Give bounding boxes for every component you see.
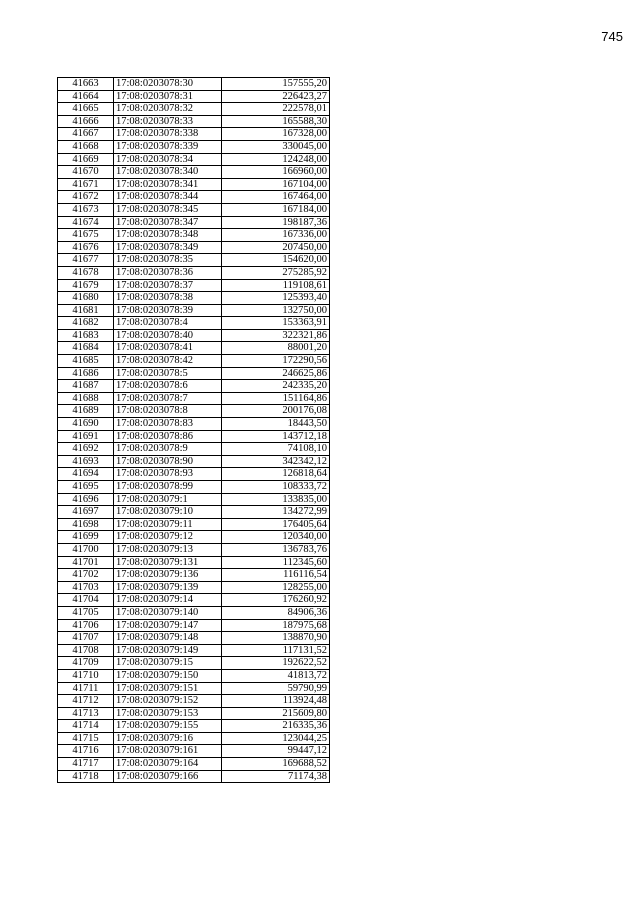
row-number-cell: 41672 [58, 191, 114, 204]
table-row [58, 380, 330, 393]
row-number-cell: 41709 [58, 657, 114, 670]
row-number-cell: 41698 [58, 518, 114, 531]
table-row [58, 405, 330, 418]
value-cell: 330045,00 [222, 140, 330, 153]
table-row [58, 191, 330, 204]
row-number-cell: 41704 [58, 594, 114, 607]
cadastral-number-cell: 17:08:0203079:151 [114, 682, 222, 695]
cadastral-number-cell: 17:08:0203079:150 [114, 669, 222, 682]
table-row [58, 644, 330, 657]
row-number-cell: 41683 [58, 329, 114, 342]
table-row [58, 531, 330, 544]
table-row [58, 392, 330, 405]
cadastral-number-cell: 17:08:0203078:4 [114, 317, 222, 330]
row-number-cell: 41673 [58, 203, 114, 216]
cadastral-number-cell: 17:08:0203079:139 [114, 581, 222, 594]
value-cell: 154620,00 [222, 254, 330, 267]
cadastral-number-cell: 17:08:0203078:93 [114, 468, 222, 481]
cadastral-number-cell: 17:08:0203079:140 [114, 606, 222, 619]
value-cell: 222578,01 [222, 103, 330, 116]
value-cell: 176405,64 [222, 518, 330, 531]
table-row [58, 266, 330, 279]
row-number-cell: 41702 [58, 569, 114, 582]
table-row [58, 78, 330, 91]
table-row [58, 304, 330, 317]
value-cell: 151164,86 [222, 392, 330, 405]
row-number-cell: 41681 [58, 304, 114, 317]
row-number-cell: 41691 [58, 430, 114, 443]
row-number-cell: 41708 [58, 644, 114, 657]
row-number-cell: 41714 [58, 720, 114, 733]
cadastral-number-cell: 17:08:0203078:5 [114, 367, 222, 380]
cadastral-number-cell: 17:08:0203078:347 [114, 216, 222, 229]
row-number-cell: 41693 [58, 455, 114, 468]
value-cell: 342342,12 [222, 455, 330, 468]
table-row [58, 317, 330, 330]
table-row [58, 128, 330, 141]
table-row [58, 606, 330, 619]
cadastral-number-cell: 17:08:0203078:7 [114, 392, 222, 405]
row-number-cell: 41694 [58, 468, 114, 481]
table-row [58, 745, 330, 758]
cadastral-number-cell: 17:08:0203078:99 [114, 481, 222, 494]
row-number-cell: 41671 [58, 178, 114, 191]
row-number-cell: 41680 [58, 292, 114, 305]
value-cell: 117131,52 [222, 644, 330, 657]
cadastral-number-cell: 17:08:0203078:34 [114, 153, 222, 166]
value-cell: 207450,00 [222, 241, 330, 254]
table-row [58, 770, 330, 783]
table-row [58, 241, 330, 254]
cadastral-number-cell: 17:08:0203078:38 [114, 292, 222, 305]
value-cell: 165588,30 [222, 115, 330, 128]
cadastral-number-cell: 17:08:0203079:12 [114, 531, 222, 544]
cadastral-number-cell: 17:08:0203078:35 [114, 254, 222, 267]
table-row [58, 720, 330, 733]
table-row [58, 140, 330, 153]
cadastral-number-cell: 17:08:0203079:10 [114, 506, 222, 519]
table-row [58, 556, 330, 569]
value-cell: 167336,00 [222, 229, 330, 242]
cadastral-number-cell: 17:08:0203079:13 [114, 543, 222, 556]
row-number-cell: 41707 [58, 632, 114, 645]
row-number-cell: 41712 [58, 695, 114, 708]
table-row [58, 455, 330, 468]
cadastral-number-cell: 17:08:0203079:14 [114, 594, 222, 607]
cadastral-value-table [57, 77, 330, 783]
table-row [58, 581, 330, 594]
table-row [58, 468, 330, 481]
cadastral-number-cell: 17:08:0203078:9 [114, 443, 222, 456]
value-cell: 275285,92 [222, 266, 330, 279]
value-cell: 172290,56 [222, 355, 330, 368]
value-cell: 84906,36 [222, 606, 330, 619]
table-row [58, 279, 330, 292]
row-number-cell: 41711 [58, 682, 114, 695]
table-row [58, 632, 330, 645]
row-number-cell: 41668 [58, 140, 114, 153]
table-row [58, 518, 330, 531]
table-row [58, 229, 330, 242]
row-number-cell: 41685 [58, 355, 114, 368]
table-row [58, 569, 330, 582]
cadastral-number-cell: 17:08:0203079:166 [114, 770, 222, 783]
row-number-cell: 41701 [58, 556, 114, 569]
row-number-cell: 41699 [58, 531, 114, 544]
row-number-cell: 41690 [58, 418, 114, 431]
table-row [58, 493, 330, 506]
cadastral-number-cell: 17:08:0203078:37 [114, 279, 222, 292]
value-cell: 116116,54 [222, 569, 330, 582]
value-cell: 132750,00 [222, 304, 330, 317]
cadastral-number-cell: 17:08:0203078:30 [114, 78, 222, 91]
value-cell: 322321,86 [222, 329, 330, 342]
value-cell: 169688,52 [222, 758, 330, 771]
row-number-cell: 41717 [58, 758, 114, 771]
row-number-cell: 41705 [58, 606, 114, 619]
value-cell: 41813,72 [222, 669, 330, 682]
value-cell: 226423,27 [222, 90, 330, 103]
table-row [58, 178, 330, 191]
table-row [58, 367, 330, 380]
cadastral-number-cell: 17:08:0203078:33 [114, 115, 222, 128]
value-cell: 124248,00 [222, 153, 330, 166]
cadastral-number-cell: 17:08:0203078:349 [114, 241, 222, 254]
value-cell: 187975,68 [222, 619, 330, 632]
cadastral-number-cell: 17:08:0203078:339 [114, 140, 222, 153]
row-number-cell: 41706 [58, 619, 114, 632]
table-row [58, 203, 330, 216]
row-number-cell: 41697 [58, 506, 114, 519]
value-cell: 166960,00 [222, 166, 330, 179]
row-number-cell: 41700 [58, 543, 114, 556]
cadastral-number-cell: 17:08:0203079:11 [114, 518, 222, 531]
value-cell: 200176,08 [222, 405, 330, 418]
cadastral-number-cell: 17:08:0203078:86 [114, 430, 222, 443]
table-row [58, 594, 330, 607]
row-number-cell: 41665 [58, 103, 114, 116]
value-cell: 215609,80 [222, 707, 330, 720]
table-row [58, 355, 330, 368]
value-cell: 123044,25 [222, 732, 330, 745]
table-row [58, 506, 330, 519]
row-number-cell: 41670 [58, 166, 114, 179]
value-cell: 133835,00 [222, 493, 330, 506]
value-cell: 59790,99 [222, 682, 330, 695]
value-cell: 153363,91 [222, 317, 330, 330]
row-number-cell: 41692 [58, 443, 114, 456]
row-number-cell: 41689 [58, 405, 114, 418]
cadastral-number-cell: 17:08:0203078:338 [114, 128, 222, 141]
table-row [58, 707, 330, 720]
cadastral-number-cell: 17:08:0203079:131 [114, 556, 222, 569]
table-row [58, 342, 330, 355]
table-row [58, 418, 330, 431]
cadastral-number-cell: 17:08:0203078:42 [114, 355, 222, 368]
value-cell: 74108,10 [222, 443, 330, 456]
cadastral-number-cell: 17:08:0203079:149 [114, 644, 222, 657]
row-number-cell: 41679 [58, 279, 114, 292]
cadastral-number-cell: 17:08:0203079:16 [114, 732, 222, 745]
row-number-cell: 41663 [58, 78, 114, 91]
table-row [58, 430, 330, 443]
row-number-cell: 41716 [58, 745, 114, 758]
cadastral-number-cell: 17:08:0203078:39 [114, 304, 222, 317]
cadastral-number-cell: 17:08:0203079:155 [114, 720, 222, 733]
table-row [58, 732, 330, 745]
row-number-cell: 41684 [58, 342, 114, 355]
cadastral-number-cell: 17:08:0203078:32 [114, 103, 222, 116]
value-cell: 99447,12 [222, 745, 330, 758]
cadastral-number-cell: 17:08:0203078:341 [114, 178, 222, 191]
cadastral-number-cell: 17:08:0203079:136 [114, 569, 222, 582]
cadastral-number-cell: 17:08:0203078:83 [114, 418, 222, 431]
value-cell: 138870,90 [222, 632, 330, 645]
row-number-cell: 41676 [58, 241, 114, 254]
value-cell: 246625,86 [222, 367, 330, 380]
table-row [58, 254, 330, 267]
table-row [58, 103, 330, 116]
value-cell: 112345,60 [222, 556, 330, 569]
table-row [58, 166, 330, 179]
table-row [58, 758, 330, 771]
value-cell: 108333,72 [222, 481, 330, 494]
cadastral-number-cell: 17:08:0203078:41 [114, 342, 222, 355]
cadastral-number-cell: 17:08:0203079:148 [114, 632, 222, 645]
value-cell: 167464,00 [222, 191, 330, 204]
row-number-cell: 41674 [58, 216, 114, 229]
value-cell: 242335,20 [222, 380, 330, 393]
row-number-cell: 41669 [58, 153, 114, 166]
table-row [58, 153, 330, 166]
cadastral-number-cell: 17:08:0203078:348 [114, 229, 222, 242]
cadastral-number-cell: 17:08:0203079:153 [114, 707, 222, 720]
value-cell: 128255,00 [222, 581, 330, 594]
value-cell: 176260,92 [222, 594, 330, 607]
table-row [58, 543, 330, 556]
table-body [58, 78, 330, 783]
cadastral-number-cell: 17:08:0203079:164 [114, 758, 222, 771]
table-row [58, 292, 330, 305]
value-cell: 157555,20 [222, 78, 330, 91]
cadastral-number-cell: 17:08:0203078:340 [114, 166, 222, 179]
cadastral-number-cell: 17:08:0203078:36 [114, 266, 222, 279]
row-number-cell: 41703 [58, 581, 114, 594]
value-cell: 119108,61 [222, 279, 330, 292]
page-number: 745 [601, 29, 623, 44]
cadastral-number-cell: 17:08:0203079:15 [114, 657, 222, 670]
value-cell: 216335,36 [222, 720, 330, 733]
value-cell: 125393,40 [222, 292, 330, 305]
table-row [58, 329, 330, 342]
row-number-cell: 41713 [58, 707, 114, 720]
row-number-cell: 41686 [58, 367, 114, 380]
table-row [58, 695, 330, 708]
cadastral-number-cell: 17:08:0203079:152 [114, 695, 222, 708]
value-cell: 88001,20 [222, 342, 330, 355]
row-number-cell: 41715 [58, 732, 114, 745]
row-number-cell: 41677 [58, 254, 114, 267]
cadastral-number-cell: 17:08:0203078:6 [114, 380, 222, 393]
value-cell: 192622,52 [222, 657, 330, 670]
row-number-cell: 41718 [58, 770, 114, 783]
table-row [58, 669, 330, 682]
value-cell: 113924,48 [222, 695, 330, 708]
cadastral-number-cell: 17:08:0203078:8 [114, 405, 222, 418]
row-number-cell: 41675 [58, 229, 114, 242]
row-number-cell: 41678 [58, 266, 114, 279]
cadastral-number-cell: 17:08:0203078:31 [114, 90, 222, 103]
value-cell: 71174,38 [222, 770, 330, 783]
table-row [58, 90, 330, 103]
value-cell: 120340,00 [222, 531, 330, 544]
table-row [58, 115, 330, 128]
value-cell: 136783,76 [222, 543, 330, 556]
value-cell: 18443,50 [222, 418, 330, 431]
row-number-cell: 41696 [58, 493, 114, 506]
value-cell: 143712,18 [222, 430, 330, 443]
row-number-cell: 41682 [58, 317, 114, 330]
value-cell: 126818,64 [222, 468, 330, 481]
cadastral-number-cell: 17:08:0203079:161 [114, 745, 222, 758]
row-number-cell: 41695 [58, 481, 114, 494]
cadastral-number-cell: 17:08:0203079:147 [114, 619, 222, 632]
row-number-cell: 41664 [58, 90, 114, 103]
value-cell: 198187,36 [222, 216, 330, 229]
table-row [58, 481, 330, 494]
row-number-cell: 41710 [58, 669, 114, 682]
value-cell: 167104,00 [222, 178, 330, 191]
value-cell: 167328,00 [222, 128, 330, 141]
table-row [58, 657, 330, 670]
cadastral-number-cell: 17:08:0203078:344 [114, 191, 222, 204]
row-number-cell: 41666 [58, 115, 114, 128]
cadastral-number-cell: 17:08:0203078:90 [114, 455, 222, 468]
table-row [58, 216, 330, 229]
value-cell: 134272,99 [222, 506, 330, 519]
cadastral-number-cell: 17:08:0203079:1 [114, 493, 222, 506]
row-number-cell: 41687 [58, 380, 114, 393]
table-row [58, 443, 330, 456]
row-number-cell: 41667 [58, 128, 114, 141]
table-row [58, 619, 330, 632]
cadastral-number-cell: 17:08:0203078:345 [114, 203, 222, 216]
cadastral-number-cell: 17:08:0203078:40 [114, 329, 222, 342]
table-row [58, 682, 330, 695]
row-number-cell: 41688 [58, 392, 114, 405]
value-cell: 167184,00 [222, 203, 330, 216]
